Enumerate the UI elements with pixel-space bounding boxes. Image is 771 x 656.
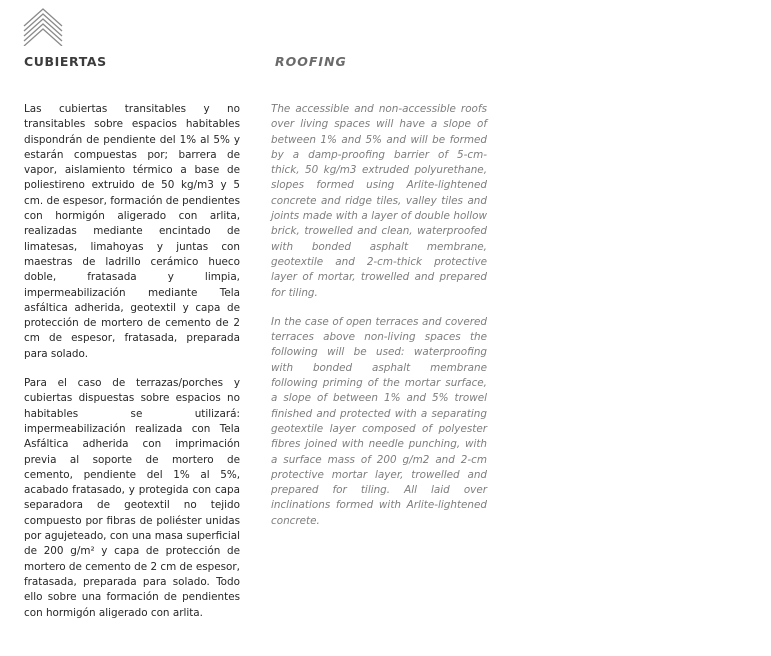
section-title-es: CUBIERTAS: [24, 54, 107, 69]
spanish-column: [24, 102, 240, 635]
stacked-chevrons-icon: [22, 6, 64, 46]
spanish-paragraph-1: Las cubiertas transitables y no transitables sobre espacios habitables dispondrán de pendiente del 1% al 5% y estarán compuestas por; barrera de vapor, aislamiento térmico a base de poliestireno extruido de 50 kg/m3 y 5 cm. de espesor, formación de pendientes con hormigón aligerado con arlita, realizadas mediante encintado de limatesas, limahoyas y juntas con maestras de ladrillo cerámico hueco doble, fratasada y limpia, impermeabilización mediante Tela asfáltica adherida, geotextil y capa de protección de mortero de cemento de 2 cm de espesor, fratasada, preparada para solado.: [24, 103, 240, 360]
spanish-paragraph-2: Para el caso de terrazas/porches y cubiertas dispuestas sobre espacios no habitables se utilizará: impermeabilización realizada con Tela Asfáltica adherida con imprimación previa al soporte de mortero de cemento, pendiente del 1% al 5%, acabado fratasado, y protegida con capa separadora de geotextil no tejido compuesto por fibras de poliéster unidas por agujeteado, con una masa superficial de 200 g/m² y capa de protección de mortero de cemento de 2 cm de espesor, fratasada, preparada para solado. Todo ello sobre una formación de pendientes con hormigón aligerado con arlita.: [24, 377, 240, 619]
english-paragraph-1: The accessible and non-accessible roofs over living spaces will have a slope of between 1% and 5% and will be formed by a damp-proofing barrier of 5-cm-thick, 50 kg/m3 extruded polyurethane, slopes formed using Arlite-lightened concrete and ridge tiles, valley tiles and joints made with a layer of double hollow brick, trowelled and clean, waterproofed with bonded asphalt membrane, geotextile and 2-cm-thick protective layer of mortar, trowelled and prepared for tiling.: [271, 103, 487, 299]
english-column: [271, 102, 487, 543]
section-title-en: ROOFING: [275, 54, 347, 69]
english-paragraph-2: In the case of open terraces and covered terraces above non-living spaces the following will be used: waterproofing with bonded asphalt membrane following priming of the mortar surface, a slope of between 1% and 5% trowel finished and protected with a separating geotextile layer composed of polyester fibres joined with needle punching, with a surface mass of 200 g/m2 and 2-cm protective mortar layer, trowelled and prepared for tiling. All laid over inclinations formed with Arlite-lightened concrete.: [271, 315, 487, 527]
